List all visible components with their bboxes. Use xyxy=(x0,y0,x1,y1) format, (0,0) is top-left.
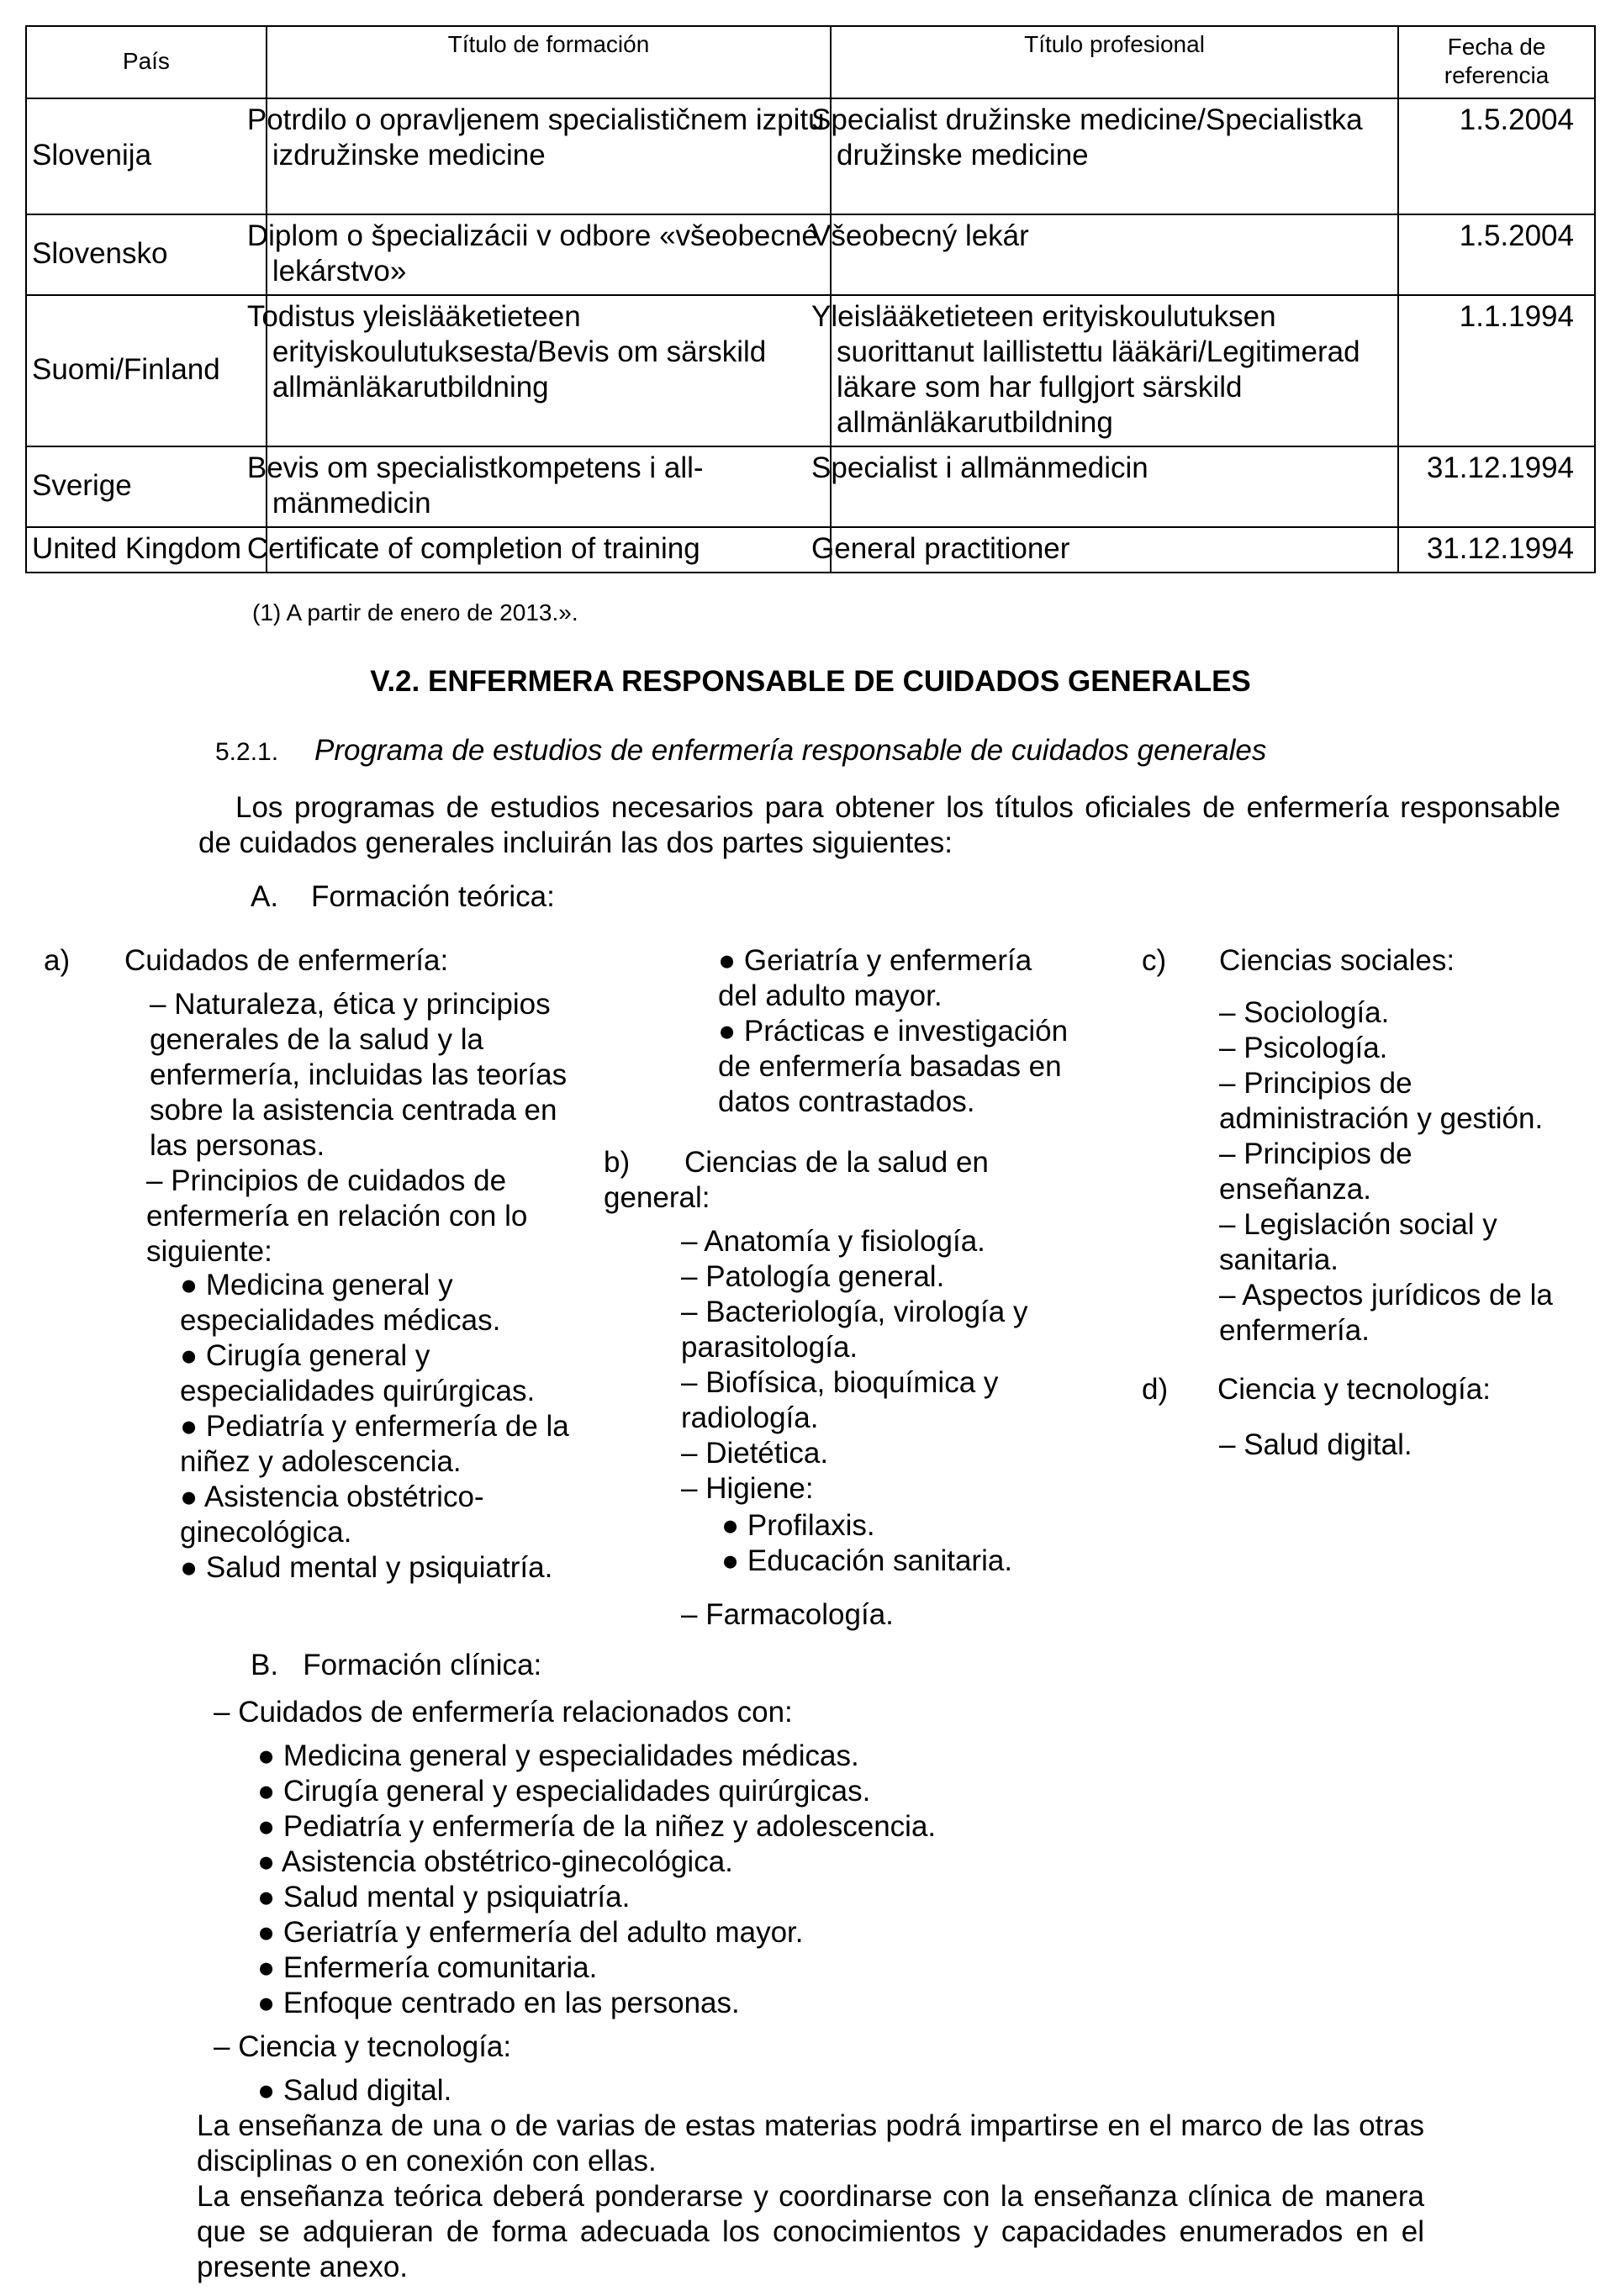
list-item: ● Asistencia obstétrico-ginecológica. xyxy=(257,1845,733,1878)
row-country: Suomi/Finland xyxy=(26,295,267,446)
list-item: ● Geriatría y enfermería del adulto mayor. xyxy=(257,1916,804,1949)
col2-letter: b) xyxy=(604,1146,631,1179)
header-country: País xyxy=(26,26,267,98)
intro-paragraph: Los programas de estudios necesarios para obtener los títulos oficiales de enfermería responsable de cuidados generales incluirán las dos partes siguientes: xyxy=(198,791,1560,859)
list-item: – Principios de administración y gestión. xyxy=(1219,1067,1544,1135)
closing-paragraph-2: La enseñanza teórica deberá ponderarse y coordinarse con la enseñanza clínica de manera que se adquieran de forma adecuada los conocimientos y capacidades enumerados en el presente anexo. xyxy=(197,2180,1424,2283)
row-training: Potrdilo o opravljenem specialističnem izpitu izdružinske medicine xyxy=(267,98,831,214)
part-b-dash1: – Cuidados de enfermería relacionados con: xyxy=(214,1696,793,1729)
row-title: Všeobecný lekár xyxy=(831,214,1398,295)
closing-paragraph-1: La enseñanza de una o de varias de estas materias podrá impartirse en el marco de las otras disciplinas o en conexión con ellas. xyxy=(197,2109,1424,2177)
list-item: – Biofísica, bioquímica y radiología. xyxy=(681,1366,999,1434)
list-item: ● Educación sanitaria. xyxy=(721,1544,1013,1577)
part-b-label: B. Formación clínica: xyxy=(251,1649,542,1681)
list-item: ● Medicina general y especialidades médicas. xyxy=(257,1739,859,1772)
part-b-bullet2: ● Salud digital. xyxy=(257,2074,452,2107)
row-date: 31.12.1994 xyxy=(1398,527,1595,573)
list-item: ● Pediatría y enfermería de la niñez y adolescencia. xyxy=(257,1810,937,1843)
list-item: ● Pediatría y enfermería de la niñez y adolescencia. xyxy=(180,1410,569,1478)
table-row xyxy=(26,446,1595,527)
row-date: 1.5.2004 xyxy=(1398,214,1595,295)
col3-d-item: – Salud digital. xyxy=(1219,1428,1412,1461)
row-country: Sverige xyxy=(26,446,267,527)
list-item: ● Enfermería comunitaria. xyxy=(257,1951,598,1984)
list-item: – Psicología. xyxy=(1219,1032,1388,1064)
list-item: ● Prácticas e investigación de enfermería basadas en datos contrastados. xyxy=(718,1015,1069,1118)
qualifications-table xyxy=(25,25,1596,573)
col2-hygiene-bullets xyxy=(721,1508,1075,1579)
table-row xyxy=(26,295,1595,446)
row-training: Todistus yleislääketieteen erityiskoulutuksesta/Bevis om särskild allmänläkarutbildning xyxy=(267,295,831,446)
table-row xyxy=(26,98,1595,214)
row-title: General practitioner xyxy=(831,527,1398,573)
list-item: ● Asistencia obstétrico-ginecológica. xyxy=(180,1481,484,1549)
table-footnote: (1) A partir de enero de 2013.». xyxy=(252,599,578,625)
col3-d-letter: d) xyxy=(1142,1373,1169,1406)
list-item: – Principios de enseñanza. xyxy=(1219,1137,1412,1206)
row-training: Diplom o špecializácii v odbore «všeobecné lekárstvo» xyxy=(267,214,831,295)
col2-top-bullets xyxy=(718,943,1071,1120)
list-item: ● Cirugía general y especialidades quirúrgicas. xyxy=(180,1339,536,1407)
col3-d-heading: Ciencia y tecnología: xyxy=(1217,1373,1491,1406)
part-b-dash2: – Ciencia y tecnología: xyxy=(214,2030,512,2063)
row-date: 1.5.2004 xyxy=(1398,98,1595,214)
col1-dash2: – Principios de cuidados de enfermería en relación con lo siguiente: xyxy=(146,1164,528,1268)
row-country: Slovenija xyxy=(26,98,267,214)
col1-dash1: – Naturaleza, ética y principios generales de la salud y la enfermería, incluidas las teorías sobre la asistencia centrada en las personas. xyxy=(150,988,568,1162)
list-item: – Higiene: xyxy=(681,1472,814,1505)
row-country: United Kingdom xyxy=(26,527,267,573)
header-training: Título de formación xyxy=(267,26,831,98)
list-item: – Sociología. xyxy=(1219,996,1390,1029)
col1-letter: a) xyxy=(44,944,71,977)
section-title: V.2. ENFERMERA RESPONSABLE DE CUIDADOS GENERALES xyxy=(370,665,1251,698)
list-item: – Dietética. xyxy=(681,1437,829,1470)
list-item: ● Medicina general y especialidades médicas. xyxy=(180,1269,501,1337)
list-item: – Bacteriología, virología y parasitología. xyxy=(681,1296,1028,1364)
col3-c-letter: c) xyxy=(1142,944,1167,977)
row-country: Slovensko xyxy=(26,214,267,295)
list-item: – Legislación social y sanitaria. xyxy=(1219,1208,1497,1276)
col3-c-list xyxy=(1219,995,1555,1349)
list-item: ● Salud mental y psiquiatría. xyxy=(257,1881,631,1913)
subsection-title: Programa de estudios de enfermería responsable de cuidados generales xyxy=(314,734,1267,767)
list-item: ● Cirugía general y especialidades quirúrgicas. xyxy=(257,1775,871,1808)
col1-bullet-list xyxy=(180,1268,575,1586)
col2-heading: Ciencias de la salud en general: xyxy=(604,1146,989,1214)
list-item: – Anatomía y fisiología. xyxy=(681,1225,985,1258)
col1-heading: Cuidados de enfermería: xyxy=(124,944,449,977)
row-title: Yleislääketieteen erityiskoulutuksen suorittanut laillistettu lääkäri/Legitimerad läkare som har fullgjort särskild allmänläkarutbildning xyxy=(831,295,1398,446)
list-item: – Patología general. xyxy=(681,1260,945,1293)
row-training: Bevis om specialistkompetens i all-mänmedicin xyxy=(267,446,831,527)
row-title: Specialist i allmänmedicin xyxy=(831,446,1398,527)
row-date: 31.12.1994 xyxy=(1398,446,1595,527)
table-header-row xyxy=(26,26,1595,98)
list-item: ● Profilaxis. xyxy=(721,1509,875,1542)
part-a-label: A. Formación teórica: xyxy=(251,880,555,913)
header-date: Fecha de referencia xyxy=(1398,26,1595,98)
table-row xyxy=(26,527,1595,573)
part-b-bullets1 xyxy=(257,1739,1434,2021)
col2-last-dash: – Farmacología. xyxy=(681,1598,894,1631)
list-item: ● Salud mental y psiquiatría. xyxy=(180,1551,553,1584)
list-item: ● Geriatría y enfermería del adulto mayor. xyxy=(718,944,1032,1012)
row-training: Certificate of completion of training xyxy=(267,527,831,573)
row-date: 1.1.1994 xyxy=(1398,295,1595,446)
header-title: Título profesional xyxy=(831,26,1398,98)
list-item: ● Enfoque centrado en las personas. xyxy=(257,1987,740,2019)
col3-c-heading: Ciencias sociales: xyxy=(1219,944,1455,977)
col2-dash-list xyxy=(681,1224,1068,1507)
subsection-number: 5.2.1. xyxy=(215,738,279,766)
list-item: – Aspectos jurídicos de la enfermería. xyxy=(1219,1279,1553,1347)
table-row xyxy=(26,214,1595,295)
row-title: Specialist družinske medicine/Specialistka družinske medicine xyxy=(831,98,1398,214)
